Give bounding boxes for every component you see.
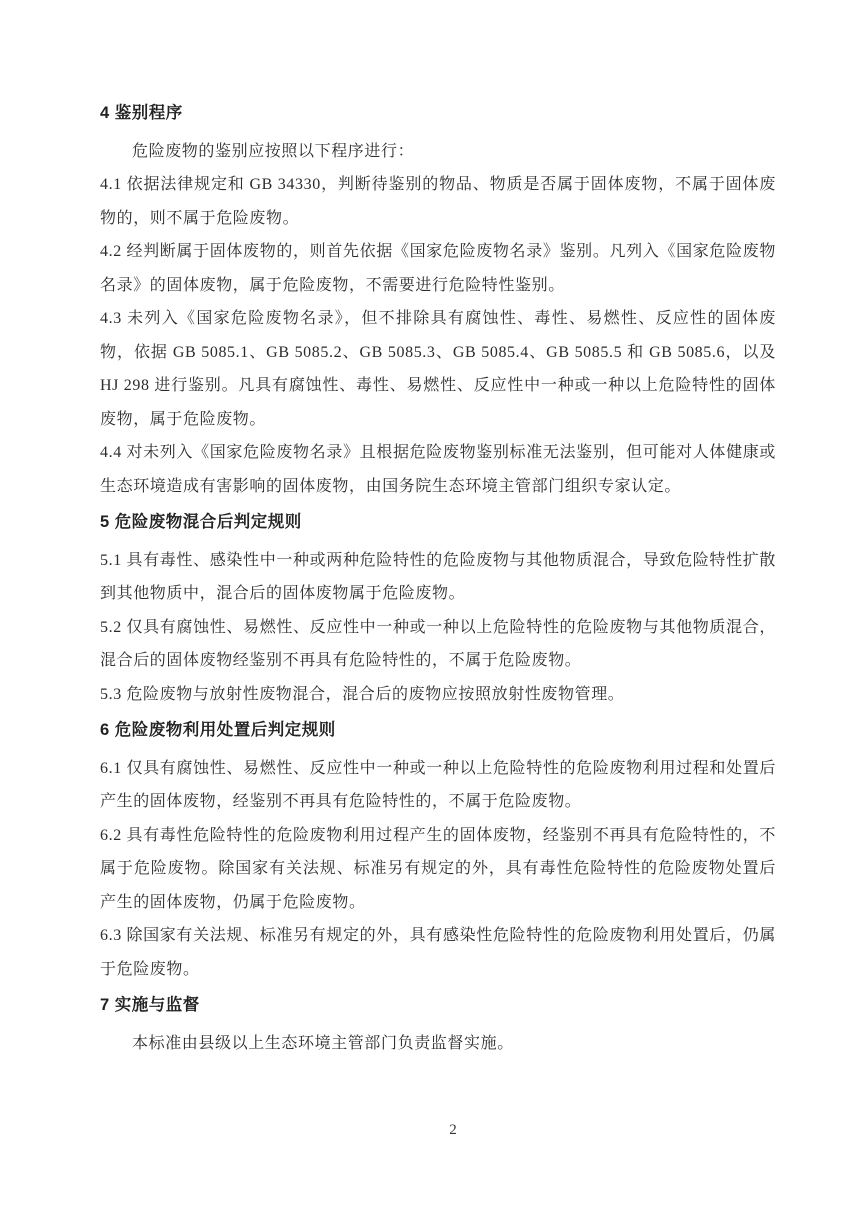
document-body	[100, 94, 776, 1060]
page-number: 2	[449, 1122, 457, 1138]
paragraph: 5.1 具有毒性、感染性中一种或两种危险特性的危险废物与其他物质混合，导致危险特性扩散到其他物质中，混合后的固体废物属于危险废物。	[100, 551, 776, 602]
section-heading: 6 危险废物利用处置后判定规则	[100, 721, 336, 739]
paragraph: 4.3 未列入《国家危险废物名录》，但不排除具有腐蚀性、毒性、易燃性、反应性的固体废物，依据 GB 5085.1、GB 5085.2、GB 5085.3、GB 5085.4、GB 5085.5 和 GB 5085.6，以及 HJ 298 进行鉴别。凡具有腐蚀性、毒性、易燃性、反应性中一种或一种以上危险特性的固体废物，属于危险废物。	[100, 310, 776, 428]
section-heading: 5 危险废物混合后判定规则	[100, 513, 302, 531]
paragraph: 危险废物的鉴别应按照以下程序进行：	[132, 142, 415, 160]
paragraph: 4.2 经判断属于固体废物的，则首先依据《国家危险废物名录》鉴别。凡列入《国家危险废物名录》的固体废物，属于危险废物，不需要进行危险特性鉴别。	[100, 243, 776, 294]
paragraph: 5.3 危险废物与放射性废物混合，混合后的废物应按照放射性废物管理。	[100, 685, 625, 703]
paragraph: 6.3 除国家有关法规、标准另有规定的外，具有感染性危险特性的危险废物利用处置后，仍属于危险废物。	[100, 927, 776, 978]
paragraph: 本标准由县级以上生态环境主管部门负责监督实施。	[132, 1034, 514, 1052]
paragraph: 4.1 依据法律规定和 GB 34330，判断待鉴别的物品、物质是否属于固体废物，不属于固体废物的，则不属于危险废物。	[100, 176, 776, 227]
page-footer	[0, 1122, 860, 1139]
section-heading: 7 实施与监督	[100, 996, 200, 1014]
paragraph: 6.1 仅具有腐蚀性、易燃性、反应性中一种或一种以上危险特性的危险废物利用过程和处置后产生的固体废物，经鉴别不再具有危险特性的，不属于危险废物。	[100, 759, 776, 810]
paragraph: 5.2 仅具有腐蚀性、易燃性、反应性中一种或一种以上危险特性的危险废物与其他物质混合，混合后的固体废物经鉴别不再具有危险特性的，不属于危险废物。	[100, 618, 776, 669]
paragraph: 6.2 具有毒性危险特性的危险废物利用过程产生的固体废物，经鉴别不再具有危险特性的，不属于危险废物。除国家有关法规、标准另有规定的外，具有毒性危险特性的危险废物处置后产生的固体废物，仍属于危险废物。	[100, 826, 776, 911]
paragraph: 4.4 对未列入《国家危险废物名录》且根据危险废物鉴别标准无法鉴别，但可能对人体健康或生态环境造成有害影响的固体废物，由国务院生态环境主管部门组织专家认定。	[100, 444, 776, 495]
section-heading: 4 鉴别程序	[100, 104, 183, 122]
